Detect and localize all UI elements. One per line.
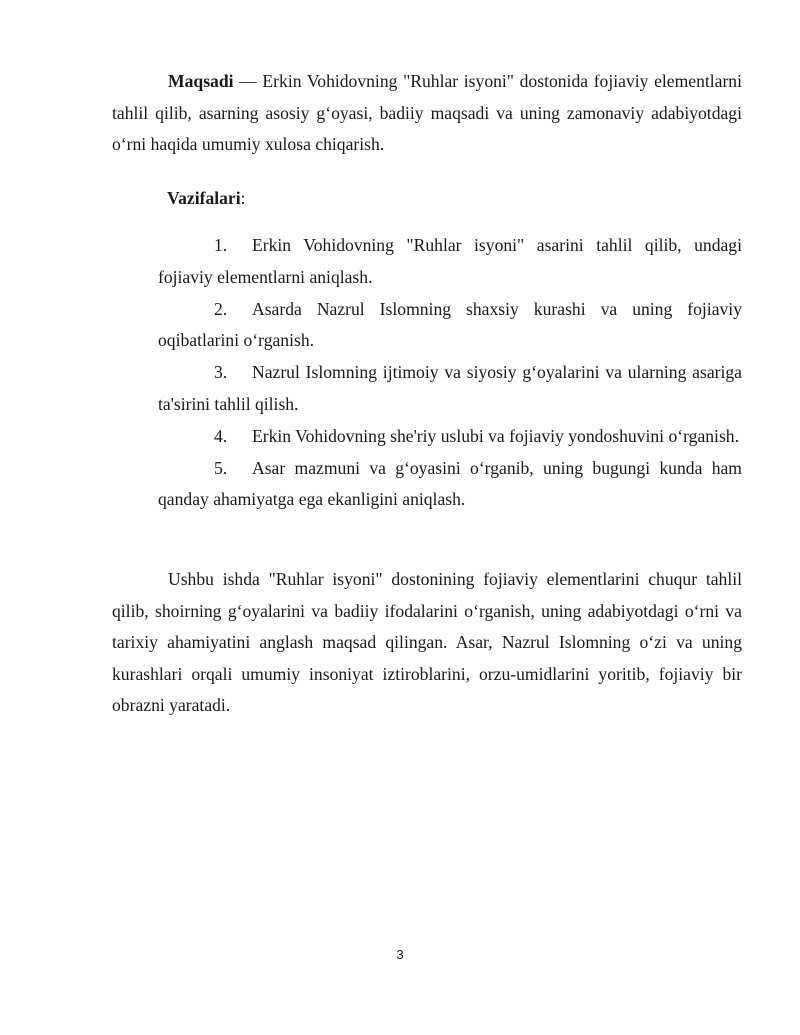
task-text: Asar mazmuni va g‘oyasini o‘rganib, uning bugungi kunda ham qanday ahamiyatga ega ekanligini aniqlash.: [158, 457, 742, 509]
tasks-list: [158, 230, 742, 516]
goal-text: — Erkin Vohidovning "Ruhlar isyoni" dostonida fojiaviy elementlarni tahlil qilib, asarning asosiy g‘oyasi, badiiy maqsadi va uning zamonaviy adabiyotdagi o‘rni haqida umumiy xulosa chiqarish.: [112, 71, 742, 154]
task-number: 3.: [214, 362, 228, 382]
task-text: Nazrul Islomning ijtimoiy va siyosiy g‘oyalarini va ularning asariga ta'sirini tahlil qilish.: [158, 362, 742, 414]
summary-paragraph: Ushbu ishda "Ruhlar isyoni" dostonining fojiaviy elementlarini chuqur tahlil qilib, shoirning g‘oyalarini va badiiy ifodalarini o‘rganish, uning adabiyotdagi o‘rni va tarixiy ahamiyatini anglash maqsad qilingan. Asar, Nazrul Islomning o‘zi va uning kurashlari orqali umumiy insoniyat iztiroblarini, orzu-umidlarini yoritib, fojiaviy bir obrazni yaratadi.: [112, 569, 742, 715]
task-item-2: [158, 294, 742, 357]
task-item-3: [158, 357, 742, 420]
task-number: 1.: [214, 235, 228, 255]
task-number: 4.: [214, 425, 228, 446]
task-item-5: [158, 453, 742, 516]
tasks-heading: [167, 183, 246, 215]
goal-paragraph: [112, 66, 742, 161]
task-text: Erkin Vohidovning "Ruhlar isyoni" asarini tahlil qilib, undagi fojiaviy elementlarni aniqlash.: [158, 235, 742, 287]
page-number: 3: [396, 947, 404, 962]
task-item-1: [158, 230, 742, 293]
task-text: Erkin Vohidovning she'riy uslubi va fojiaviy yondoshuvini o‘rganish.: [252, 425, 739, 446]
task-text: Asarda Nazrul Islomning shaxsiy kurashi va uning fojiaviy oqibatlarini o‘rganish.: [158, 298, 742, 350]
task-number: 2.: [214, 298, 228, 319]
goal-label: Maqsadi: [168, 71, 234, 91]
tasks-colon: :: [240, 188, 246, 208]
task-number: 5.: [214, 457, 228, 478]
tasks-label: Vazifalari: [167, 188, 241, 208]
task-item-4: [158, 421, 742, 453]
